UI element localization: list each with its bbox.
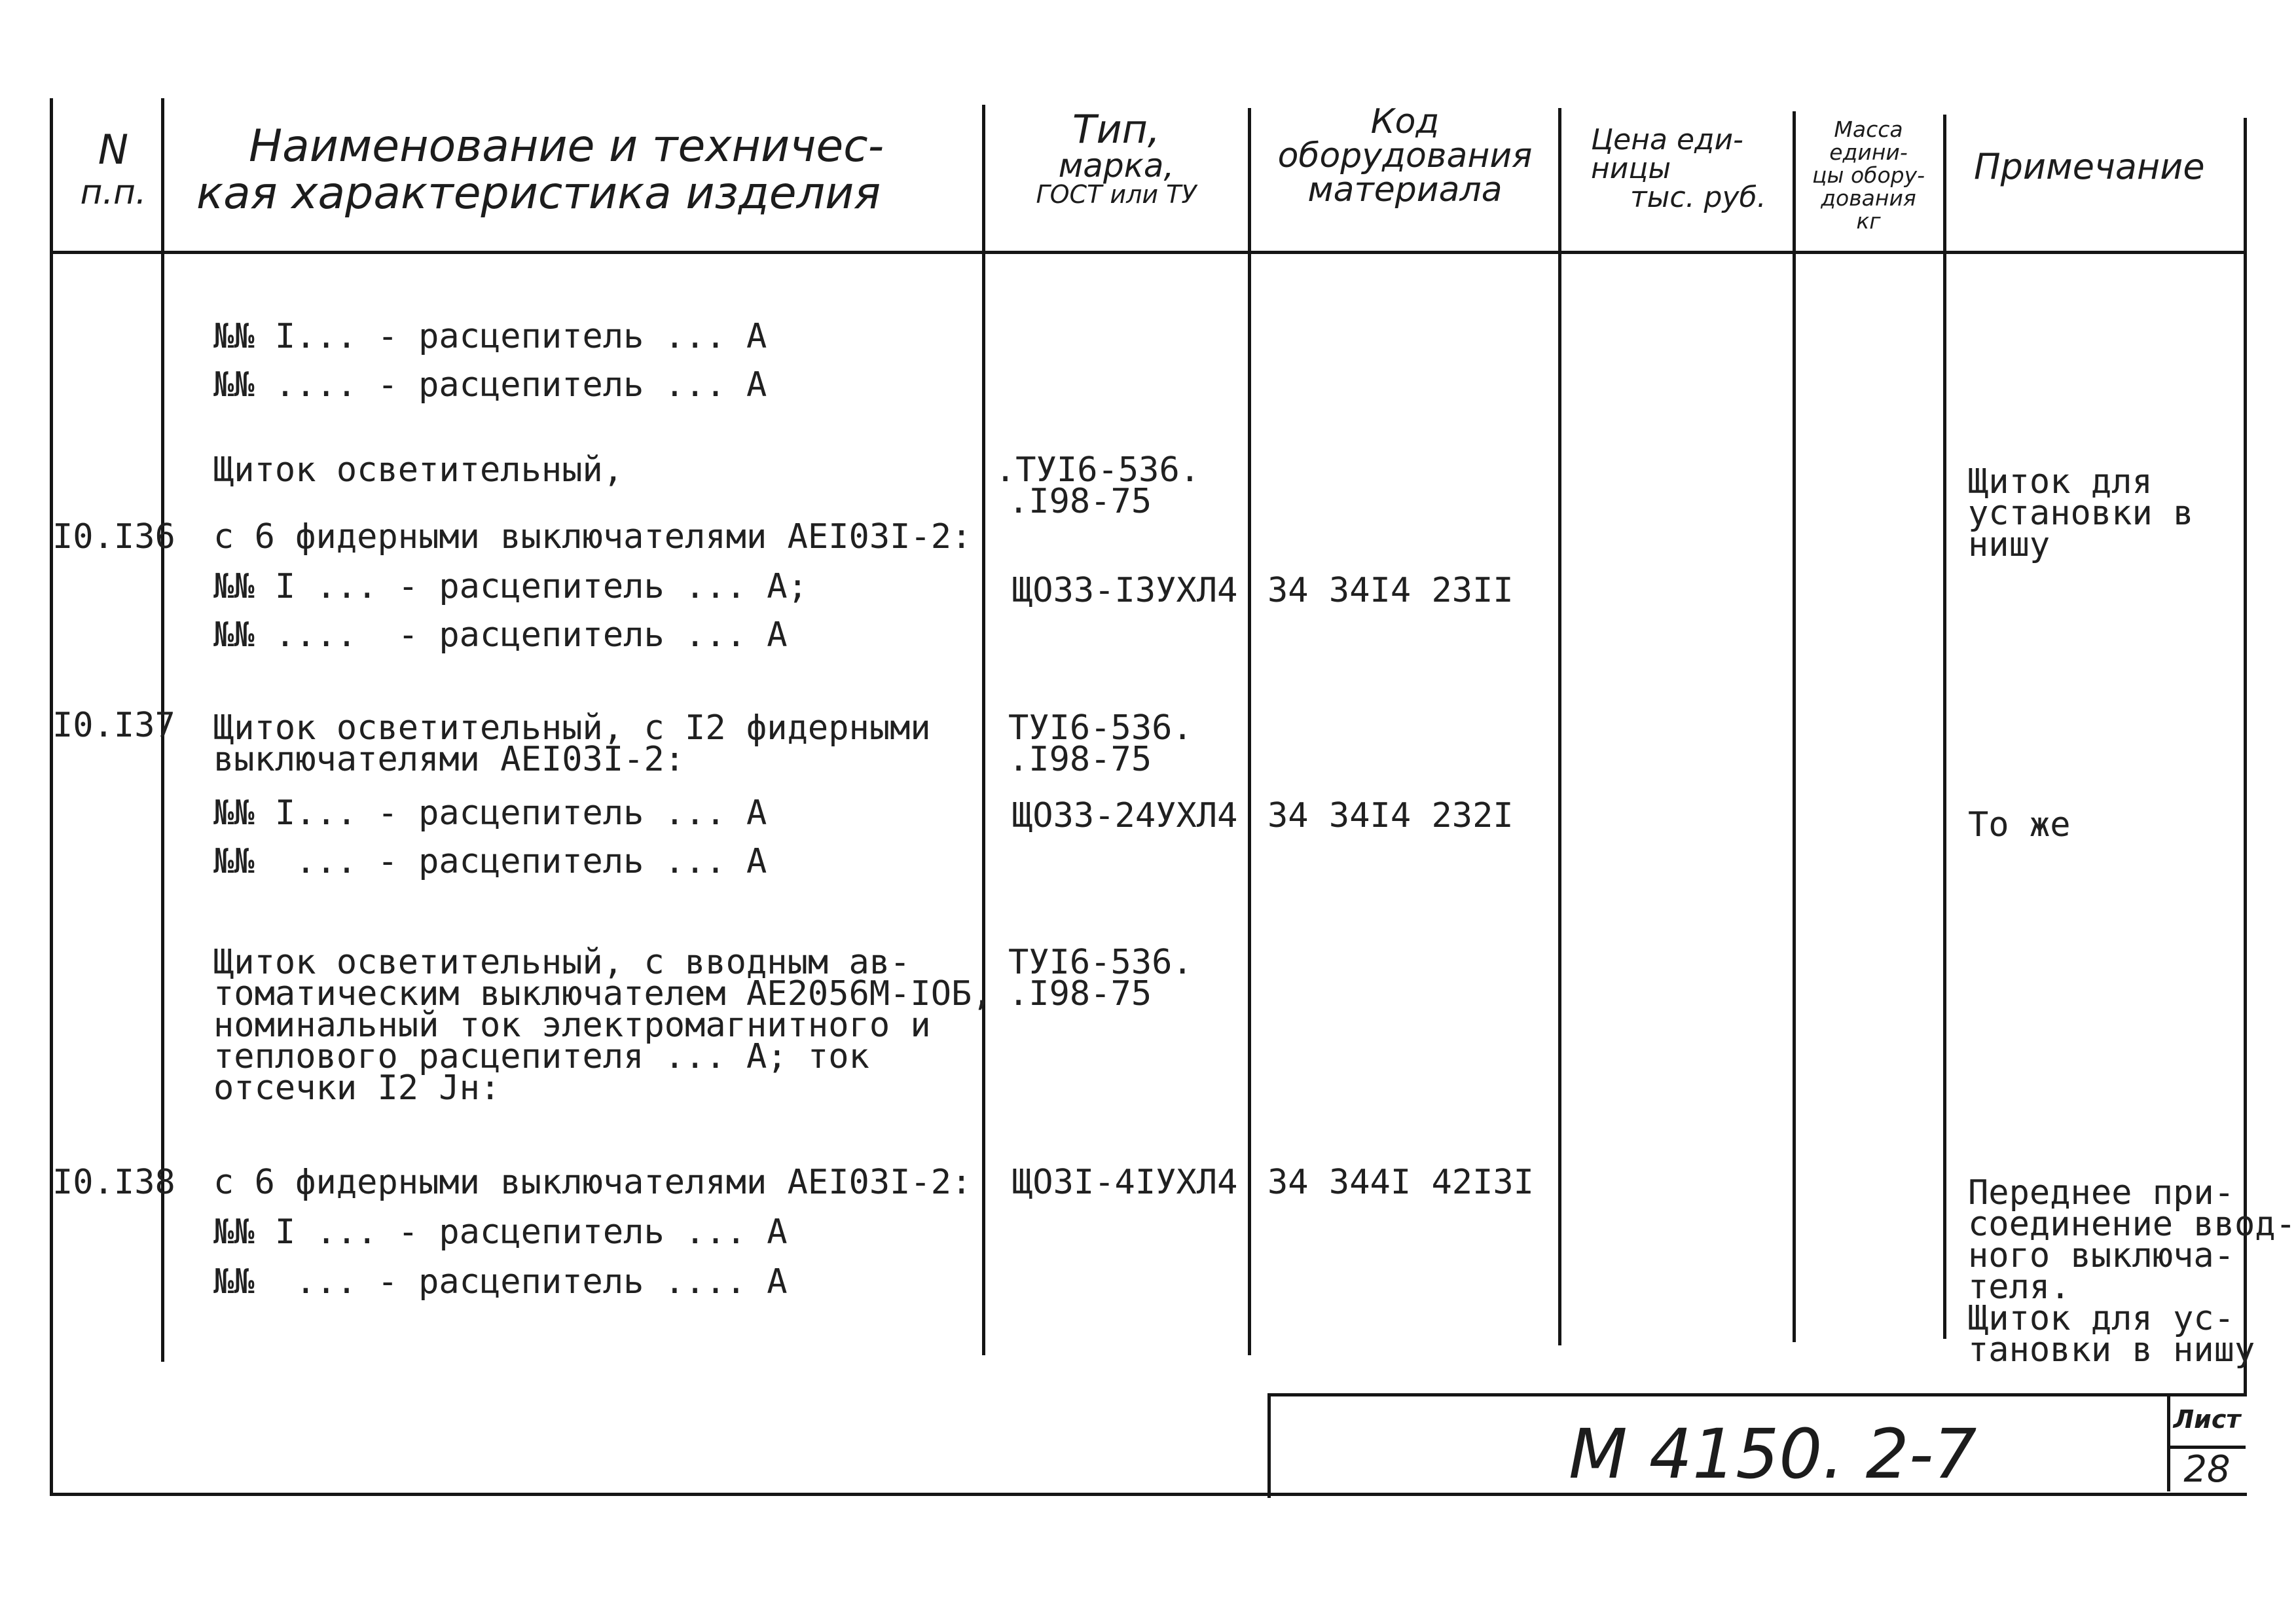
row2-name-line: с 6 фидерными выключателями АЕI03I-2: [213, 517, 972, 556]
row2-code: 34 34I4 23II [1267, 571, 1514, 610]
header-type-line: ГОСТ или ТУ [1036, 180, 1197, 209]
row3-name-line: №№ ... - расцепитель ... А [213, 842, 767, 881]
header-price-line: тыс. руб. [1630, 181, 1766, 214]
row5-num: I0.I38 [52, 1163, 175, 1202]
row5-note-line: Щиток для ус- [1968, 1299, 2234, 1338]
row1-name-line: №№ I... - расцепитель ... А [213, 317, 767, 356]
row5-code: 34 344I 42I3I [1267, 1163, 1534, 1202]
row5-name-line: №№ I ... - расцепитель ... А [213, 1213, 788, 1252]
row3-name-line: выключателями АЕI03I-2: [213, 740, 685, 779]
row5-note-line: теля. [1968, 1267, 2071, 1307]
header-code-line: оборудования [1277, 136, 1533, 175]
header-price [1591, 123, 1787, 214]
row2-type-line: .TУI6-536. [995, 450, 1201, 490]
row5-name-line: №№ ... - расцепитель .... А [213, 1262, 788, 1302]
row4-name-line: томатическим выключателем АЕ2056М-IОБ, [213, 974, 993, 1013]
row3-name-line: Щиток осветительный, с I2 фидерными [213, 708, 931, 748]
row2-name-line: №№ I ... - расцепитель ... А; [213, 567, 808, 606]
col-divider-name [982, 105, 985, 1355]
header-type [985, 107, 1247, 209]
header-price-line: Цена еди- [1591, 123, 1743, 156]
sheet-box-left-line [2167, 1393, 2170, 1491]
row3-num: I0.I37 [52, 706, 175, 745]
col-divider-mass [1943, 115, 1946, 1339]
header-note: Примечание [1974, 146, 2205, 187]
row5-note-line: ного выключа- [1968, 1236, 2234, 1275]
header-mass-line: цы обору- [1812, 162, 1925, 188]
row2-name-line: №№ .... - расцепитель ... А [213, 615, 788, 655]
col-divider-code [1558, 108, 1561, 1345]
sheet-number: 28 [2183, 1448, 2231, 1491]
header-mass [1791, 118, 1946, 232]
header-code-line: материала [1307, 170, 1503, 210]
row4-type-line: ТУI6-536. [1008, 943, 1193, 982]
row2-type-line: ЩО33-I3УХЛ4 [1012, 571, 1238, 610]
header-num [64, 126, 162, 212]
row2-note-line: установки в [1968, 494, 2194, 533]
row5-note-line: соединение ввод- [1968, 1205, 2296, 1244]
header-mass-line: кг [1856, 208, 1881, 234]
row5-note-line: Переднее при- [1968, 1173, 2234, 1213]
border-left-line [50, 98, 53, 1493]
row3-type-line: ЩО33-24УХЛ4 [1012, 796, 1238, 835]
sheet-label: Лист [2173, 1405, 2241, 1434]
stamp-left-line [1267, 1393, 1271, 1498]
header-mass-line: Масса [1834, 117, 1903, 142]
border-right-line [2244, 118, 2247, 1395]
row1-name-line: №№ .... - расцепитель ... А [213, 365, 767, 405]
col-divider-price [1793, 111, 1796, 1342]
header-name-line: Наименование и техничес- [249, 120, 884, 172]
header-num-line: N [98, 126, 129, 173]
header-type-line: Тип, [1072, 107, 1160, 153]
stamp-top-line [1269, 1393, 2247, 1396]
row3-code: 34 34I4 232I [1267, 796, 1514, 835]
row2-type-line: .I98-75 [1008, 482, 1152, 521]
row3-note: То же [1968, 805, 2071, 845]
row5-note-line: тановки в нишу [1968, 1330, 2255, 1370]
header-type-line: марка, [1058, 147, 1175, 185]
row4-name-line: Щиток осветительный, с вводным ав- [213, 943, 911, 982]
row3-type-line: .I98-75 [1008, 740, 1152, 779]
header-code-line: Код [1370, 102, 1440, 141]
row3-name-line: №№ I... - расцепитель ... А [213, 793, 767, 833]
row4-type-line: .I98-75 [1008, 974, 1152, 1013]
header-name [196, 120, 884, 219]
row5-name-line: с 6 фидерными выключателями АЕI03I-2: [213, 1163, 972, 1202]
header-num-line: п.п. [80, 173, 147, 212]
header-bottom-line [52, 251, 2247, 254]
header-name-line: кая характеристика изделия [196, 168, 881, 219]
row2-name-line: Щиток осветительный, [213, 450, 624, 490]
row2-note-line: Щиток для [1968, 462, 2153, 501]
row4-name-line: номинальный ток электромагнитного и [213, 1006, 931, 1045]
document-code: М 4150. 2-7 [1569, 1414, 1977, 1494]
row4-name-line: теплового расцепителя ... А; ток [213, 1037, 869, 1076]
header-mass-line: едини- [1829, 139, 1908, 165]
row2-note-line: нишу [1968, 525, 2050, 564]
header-price-line: ницы [1591, 152, 1671, 185]
row4-name-line: отсечки I2 Jн: [213, 1068, 501, 1108]
row3-type-line: ТУI6-536. [1008, 708, 1193, 748]
header-mass-line: дования [1821, 185, 1916, 211]
header-code [1252, 102, 1558, 210]
col-divider-type [1248, 108, 1251, 1355]
row2-num: I0.I36 [52, 517, 175, 556]
row5-type: ЩО3I-4IУХЛ4 [1012, 1163, 1238, 1202]
